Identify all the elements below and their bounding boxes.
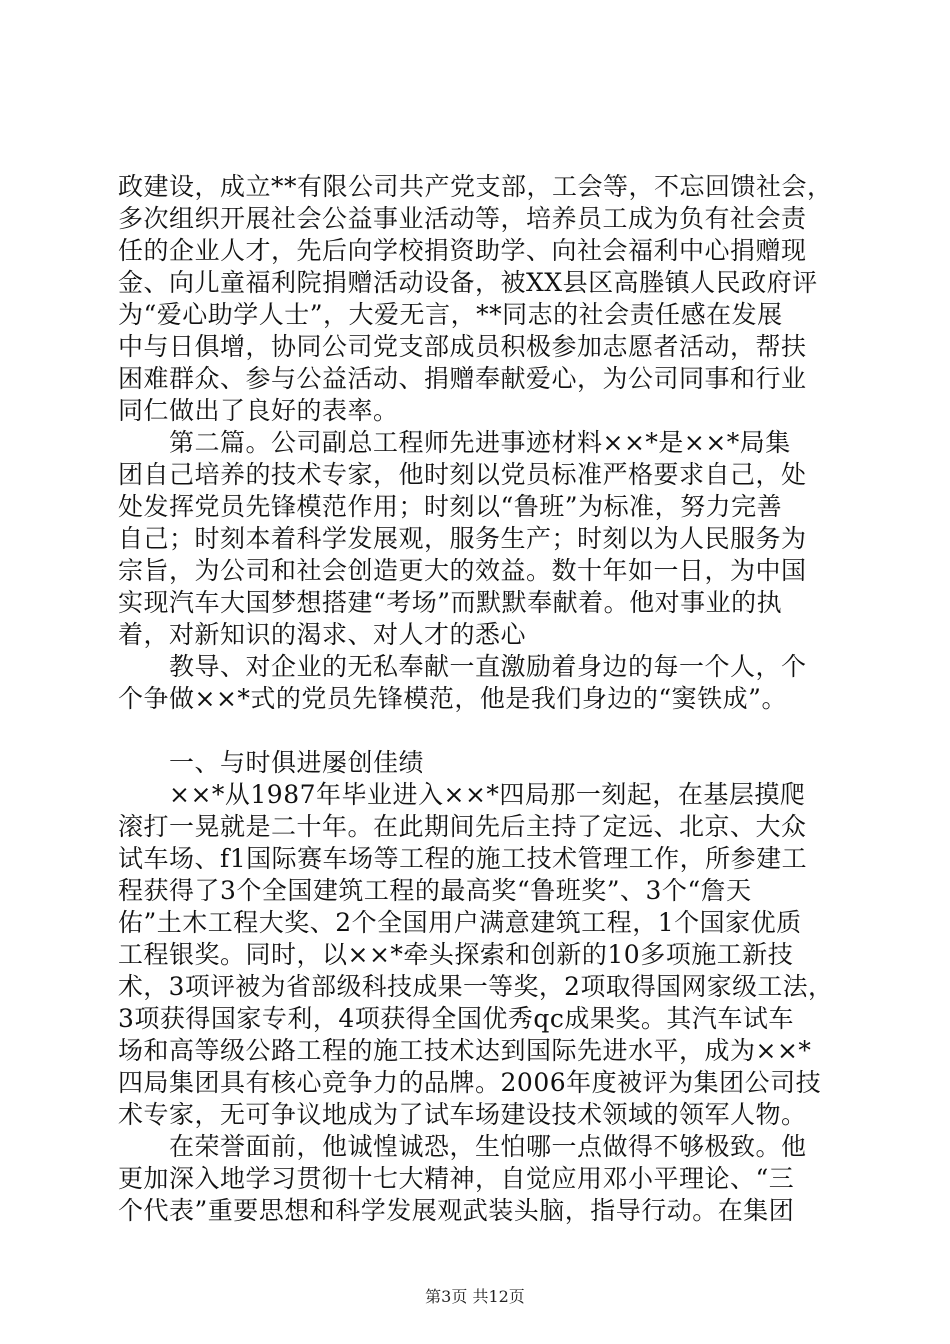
text-line: 困难群众、参与公益活动、捐赠奉献爱心，为公司同事和行业 bbox=[118, 364, 807, 393]
text-line: 更加深入地学习贯彻十七大精神，自觉应用邓小平理论、“三 bbox=[118, 1164, 795, 1193]
text-line: 自己；时刻本着科学发展观，服务生产；时刻以为人民服务为 bbox=[118, 524, 807, 553]
text-line: 3项获得国家专利，4项获得全国优秀qc成果奖。其汽车试车 bbox=[118, 1004, 794, 1033]
text-line: 个代表”重要思想和科学发展观武装头脑，指导行动。在集团 bbox=[118, 1196, 795, 1225]
text-line: 同仁做出了良好的表率。 bbox=[118, 396, 399, 425]
text-line: 宗旨，为公司和社会创造更大的效益。数十年如一日，为中国 bbox=[118, 556, 807, 585]
text-line: 试车场、f1国际赛车场等工程的施工技术管理工作，所参建工 bbox=[118, 844, 808, 873]
text-line: 滚打一晃就是二十年。在此期间先后主持了定远、北京、大众 bbox=[118, 812, 807, 841]
text-line: 团自己培养的技术专家，他时刻以党员标准严格要求自己，处 bbox=[118, 460, 807, 489]
text-line: 多次组织开展社会公益事业活动等，培养员工成为负有社会责 bbox=[118, 204, 807, 233]
page-number-footer: 第3页 共12页 bbox=[425, 1287, 525, 1306]
text-line: 处发挥党员先锋模范作用；时刻以“鲁班”为标准，努力完善 bbox=[118, 492, 783, 521]
text-line: 四局集团具有核心竞争力的品牌。2006年度被评为集团公司技 bbox=[118, 1068, 822, 1097]
text-line: 政建设，成立**有限公司共产党支部，工会等，不忘回馈社会， bbox=[118, 172, 833, 201]
text-line: 金、向儿童福利院捐赠活动设备，被XX县区高塍镇人民政府评 bbox=[118, 268, 818, 297]
text-line: 佑”土木工程大奖、2个全国用户满意建筑工程，1个国家优质 bbox=[118, 908, 802, 937]
text-line: 实现汽车大国梦想搭建“考场”而默默奉献着。他对事业的执 bbox=[118, 588, 783, 617]
text-line: 程获得了3个全国建筑工程的最高奖“鲁班奖”、3个“詹天 bbox=[118, 876, 752, 905]
text-line: 工程银奖。同时，以××*牵头探索和创新的10多项施工新技 bbox=[118, 940, 794, 969]
text-line: 中与日俱增，协同公司党支部成员积极参加志愿者活动，帮扶 bbox=[118, 332, 807, 361]
text-line: 为“爱心助学人士”，大爱无言，**同志的社会责任感在发展 bbox=[118, 300, 783, 329]
text-line: 术，3项评被为省部级科技成果一等奖，2项取得国网家级工法， bbox=[118, 972, 834, 1001]
text-line: 第二篇。公司副总工程师先进事迹材料××*是××*局集 bbox=[118, 428, 791, 457]
text-line: 任的企业人才，先后向学校捐资助学、向社会福利中心捐赠现 bbox=[118, 236, 807, 265]
text-line: ××*从1987年毕业进入××*四局那一刻起，在基层摸爬 bbox=[118, 780, 806, 809]
section-heading: 一、与时俱进屡创佳绩 bbox=[118, 748, 425, 777]
text-line: 教导、对企业的无私奉献一直激励着身边的每一个人，个 bbox=[118, 652, 807, 681]
text-line: 术专家，无可争议地成为了试车场建设技术领域的领军人物。 bbox=[118, 1100, 807, 1129]
text-line: 在荣誉面前，他诚惶诚恐，生怕哪一点做得不够极致。他 bbox=[118, 1132, 807, 1161]
text-line: 场和高等级公路工程的施工技术达到国际先进水平，成为××* bbox=[118, 1036, 812, 1065]
text-line: 个争做××*式的党员先锋模范，他是我们身边的“窦铁成”。 bbox=[118, 684, 787, 713]
text-line: 着，对新知识的渴求、对人才的悉心 bbox=[118, 620, 527, 649]
